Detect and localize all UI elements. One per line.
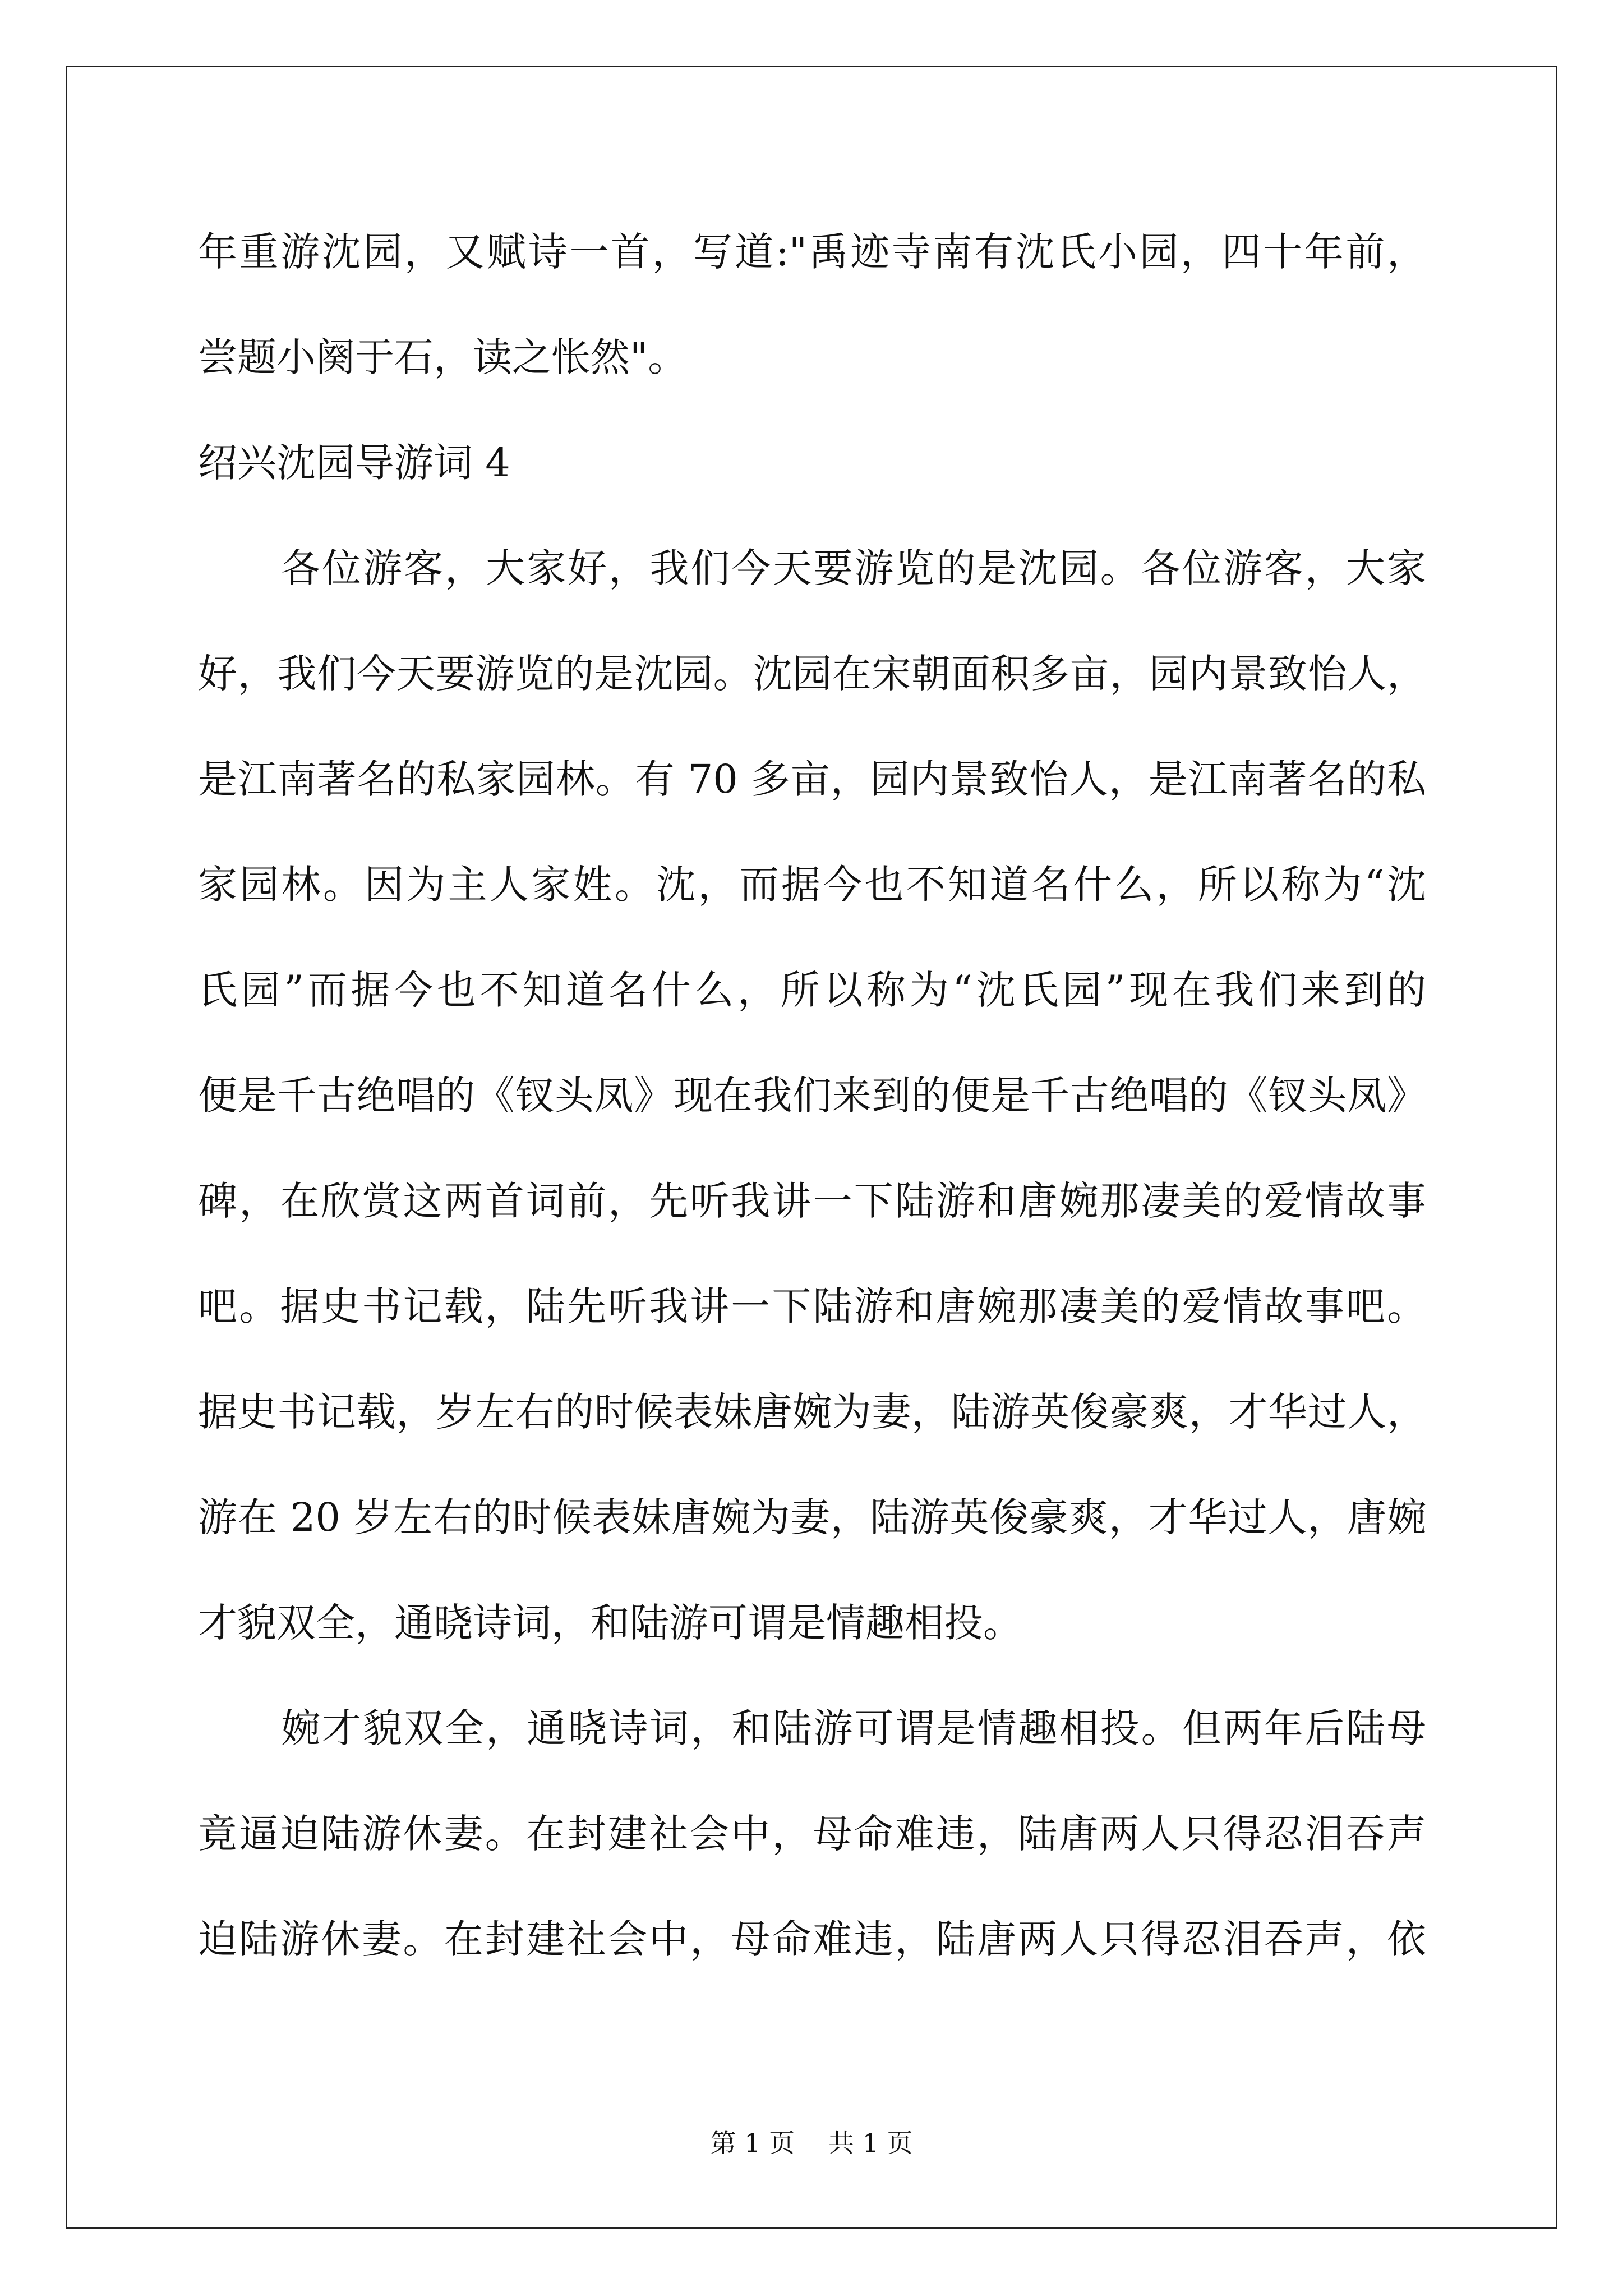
- text-line: 据史书记载，岁左右的时候表妹唐婉为妻，陆游英俊豪爽，才华过人，: [198, 1389, 1426, 1435]
- text-line: 各位游客，大家好，我们今天要游览的是沈园。各位游客，大家: [281, 545, 1426, 591]
- text-line: 便是千古绝唱的《钗头凤》现在我们来到的便是千古绝唱的《钗头凤》: [198, 1073, 1426, 1119]
- text-line: 碑，在欣赏这两首词前，先听我讲一下陆游和唐婉那凄美的爱情故事: [198, 1178, 1426, 1224]
- document-body: [198, 199, 1426, 1992]
- text-line: 才貌双全，通晓诗词，和陆游可谓是情趣相投。: [198, 1600, 1022, 1646]
- text-line: 家园林。因为主人家姓。沈，而据今也不知道名什么，所以称为“沈: [198, 862, 1426, 908]
- text-line: 婉才貌双全，通晓诗词，和陆游可谓是情趣相投。但两年后陆母: [281, 1705, 1426, 1751]
- text-line: 游在 20 岁左右的时候表妹唐婉为妻，陆游英俊豪爽，才华过人，唐婉: [198, 1494, 1426, 1540]
- section-heading: 绍兴沈园导游词 4: [198, 440, 510, 486]
- text-line: 好，我们今天要游览的是沈园。沈园在宋朝面积多亩，园内景致怡人，: [198, 651, 1426, 697]
- text-line: 是江南著名的私家园林。有 70 多亩，园内景致怡人，是江南著名的私: [198, 756, 1426, 802]
- text-line: 年重游沈园，又赋诗一首，写道:"禹迹寺南有沈氏小园，四十年前，: [198, 229, 1426, 275]
- text-line: 竟逼迫陆游休妻。在封建社会中，母命难违，陆唐两人只得忍泪吞声: [198, 1811, 1426, 1857]
- text-line: 尝题小阕于石，读之怅然"。: [198, 334, 688, 380]
- page-total: 共 1 页: [828, 2128, 913, 2158]
- text-line: 氏园”而据今也不知道名什么，所以称为“沈氏园”现在我们来到的: [198, 967, 1426, 1013]
- text-line: 吧。据史书记载，陆先听我讲一下陆游和唐婉那凄美的爱情故事吧。: [198, 1283, 1426, 1329]
- page-footer: [0, 2126, 1623, 2160]
- text-line: 迫陆游休妻。在封建社会中，母命难违，陆唐两人只得忍泪吞声，依: [198, 1916, 1426, 1962]
- page-number: 第 1 页: [710, 2128, 795, 2158]
